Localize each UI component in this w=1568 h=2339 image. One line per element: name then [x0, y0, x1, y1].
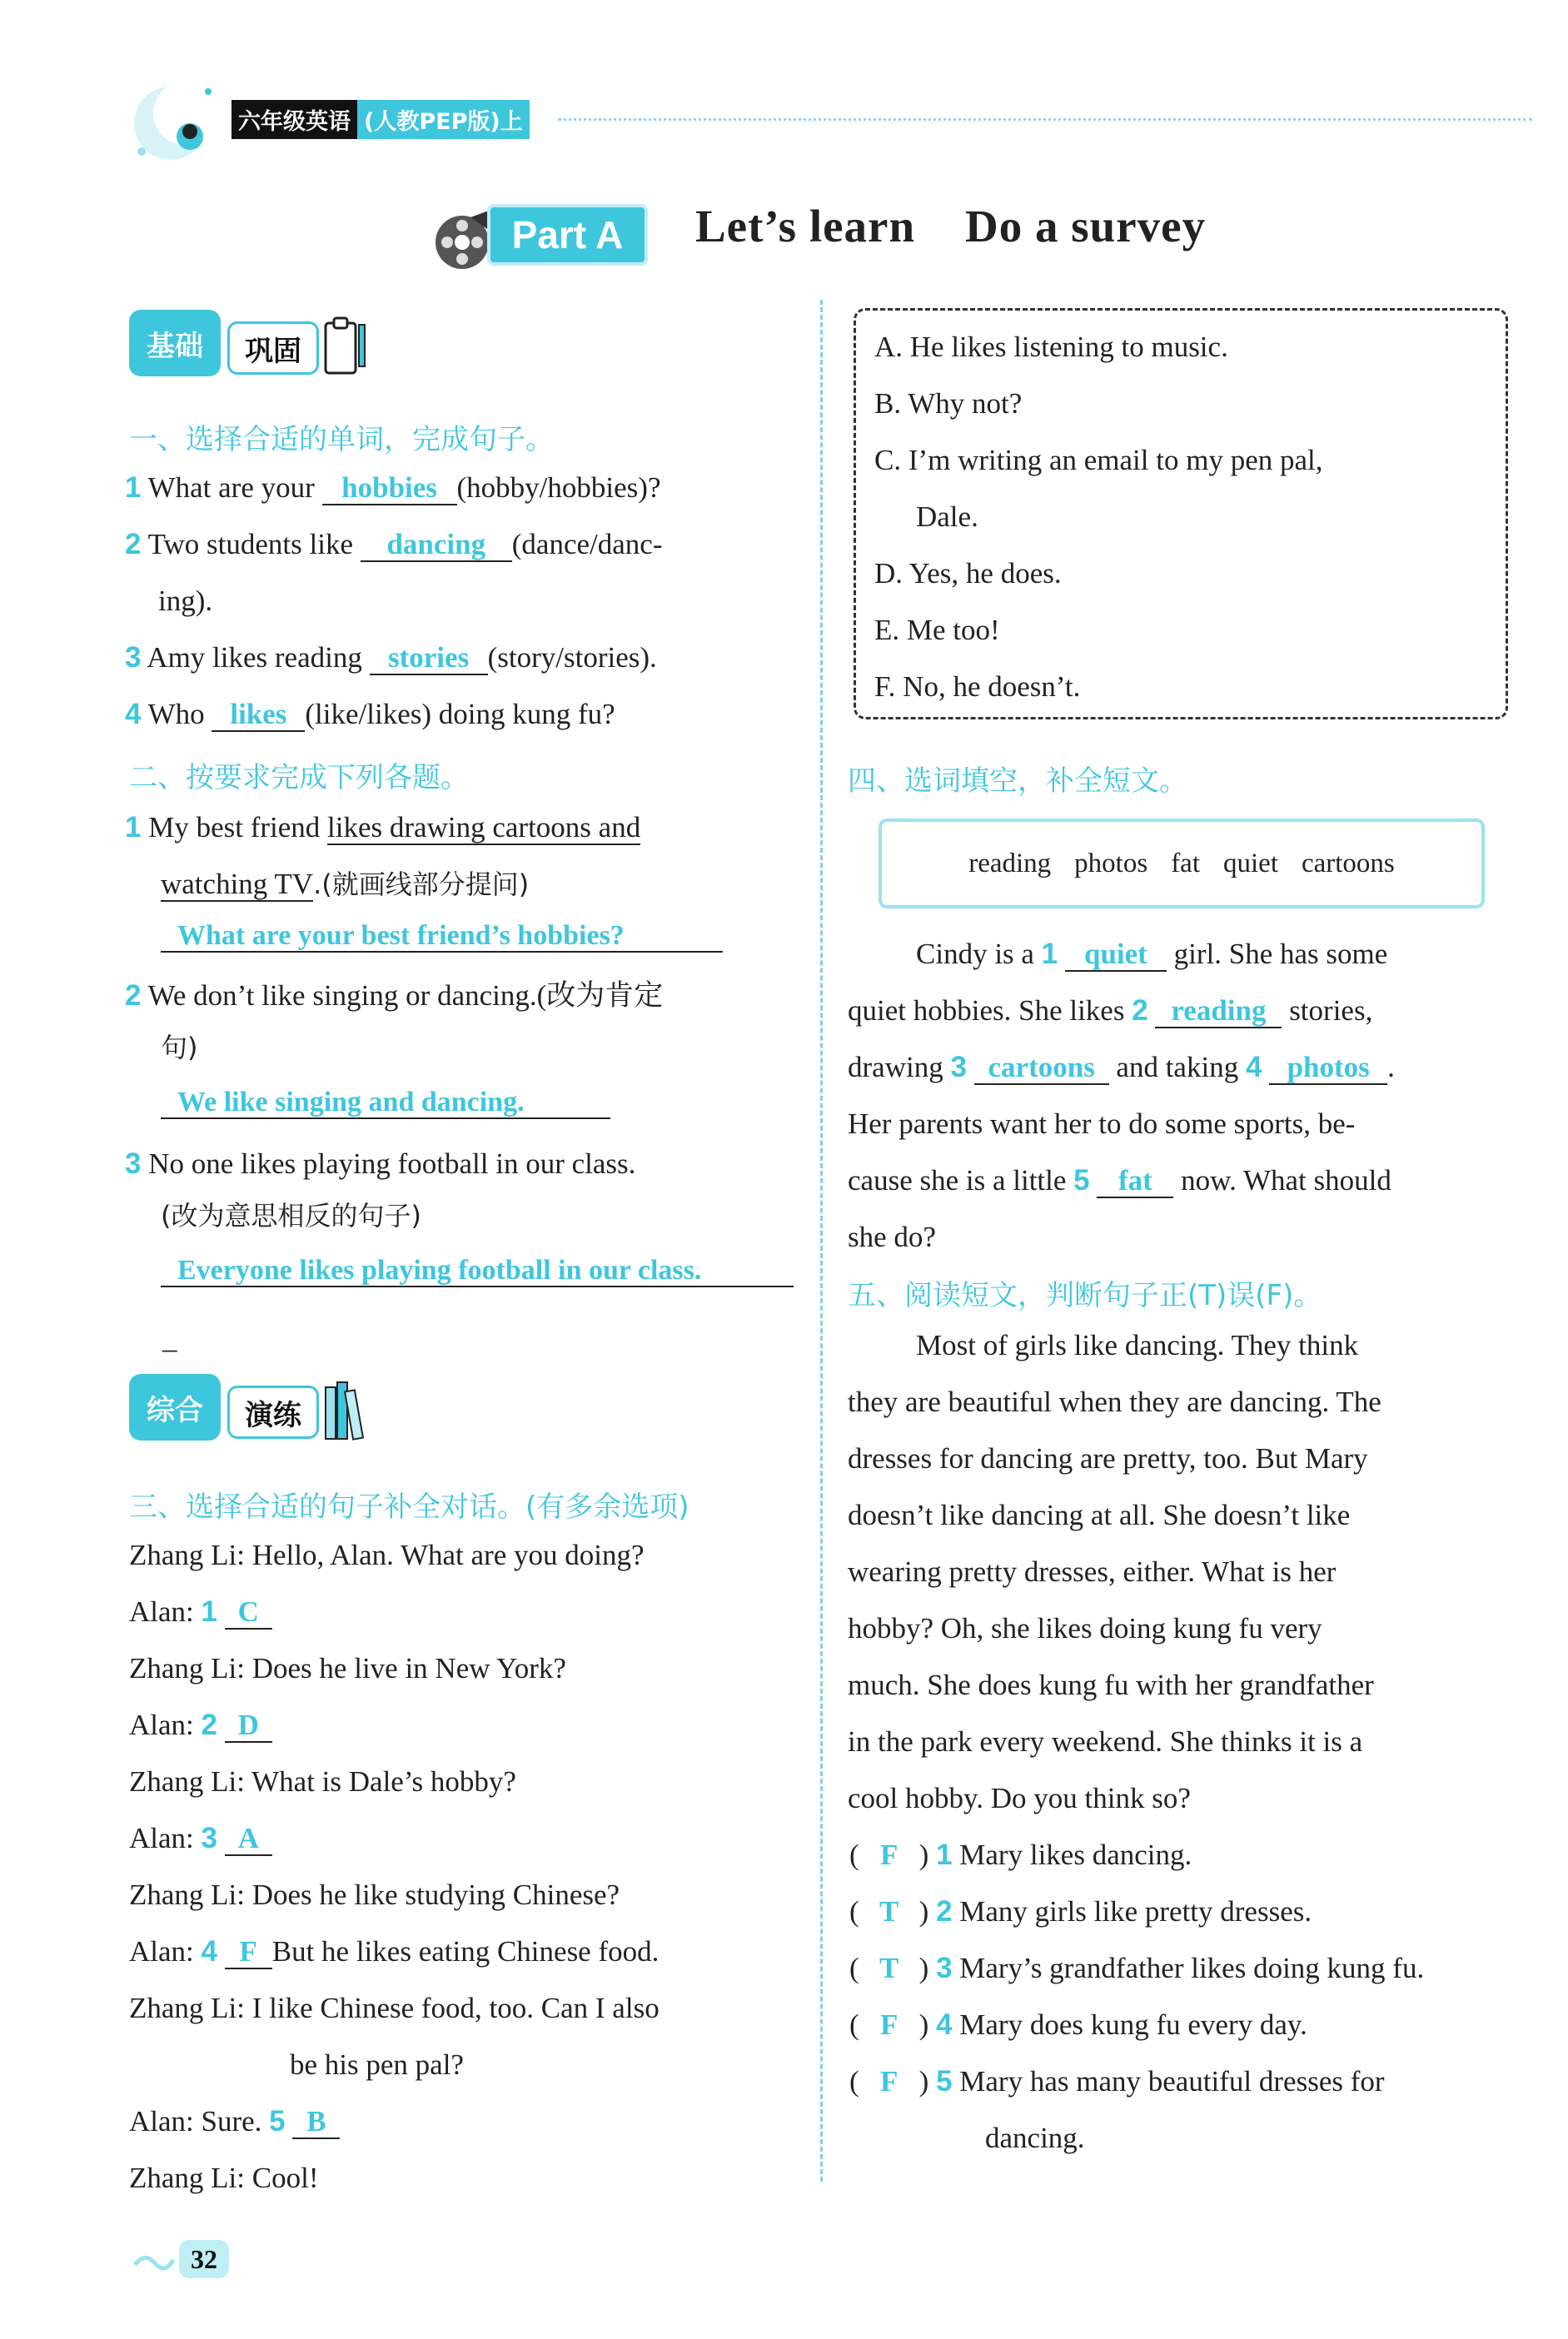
dialog-10-num: 5: [269, 2105, 286, 2137]
s2-item-1-instruction: .(就画线部分提问): [313, 868, 530, 900]
s1-item-2-pre: Two students like: [147, 528, 354, 560]
section1-heading: 一、选择合适的单词，完成句子。: [129, 423, 554, 456]
dialog-8-speaker: Alan:: [129, 1935, 194, 1968]
dialog-1-text: Hello, Alan. What are you doing?: [251, 1539, 645, 1571]
s2-item-3: [125, 1149, 635, 1178]
section5-heading: 五、阅读短文，判断句子正(T)误(F)。: [848, 1279, 1322, 1312]
s5-item-1-answer[interactable]: F: [879, 1839, 898, 1871]
s1-item-1-pre: What are your: [147, 471, 315, 504]
dialog-8-text: But he likes eating Chinese food.: [271, 1935, 660, 1968]
s2-item-1-num: 1: [125, 811, 142, 844]
s5-passage-3: dresses for dancing are pretty, too. But Mary: [848, 1442, 1368, 1475]
s2-item-1-underlined-2: watching TV: [161, 868, 314, 900]
dialog-10-answer[interactable]: B: [292, 2107, 340, 2139]
dialog-2-num: 1: [201, 1595, 217, 1628]
dialog-11-text: Cool!: [251, 2162, 319, 2194]
s2-item-1-underlined-1: likes drawing cartoons and: [327, 811, 641, 844]
s4-line-1: [916, 939, 1387, 972]
section3-heading: 三、选择合适的句子补全对话。(有多余选项): [129, 1490, 689, 1524]
word-reading: reading: [968, 848, 1052, 878]
option-d: D. Yes, he does.: [874, 557, 1062, 590]
s4-l3-post: .: [1387, 1051, 1395, 1083]
s5-passage-8: in the park every weekend. She thinks it is a: [848, 1725, 1363, 1758]
s2-item-2-line2: 句): [161, 1032, 198, 1063]
s5-item-1-text: Mary likes dancing.: [959, 1839, 1192, 1871]
s5-item-4: ( F ) 4 Mary does kung fu every day.: [849, 2008, 1307, 2041]
s1-item-2-cont: ing).: [158, 585, 213, 617]
book-title: [231, 102, 530, 137]
s4-l1-answer[interactable]: quiet: [1065, 939, 1167, 972]
title-lets-learn: Let’s learn: [695, 201, 916, 251]
s5-item-4-text: Mary does kung fu every day.: [959, 2008, 1307, 2041]
s5-item-2-answer[interactable]: T: [879, 1895, 899, 1928]
dialog-line-3: [129, 1654, 566, 1683]
dialog-6-answer[interactable]: A: [225, 1824, 272, 1856]
s5-item-1-num: 1: [936, 1839, 953, 1871]
s1-item-3-pre: Amy likes reading: [147, 641, 362, 674]
s1-item-3-answer[interactable]: stories: [370, 643, 488, 675]
badge-basic-right: 巩固: [227, 321, 319, 375]
s5-passage-5: wearing pretty dresses, either. What is her: [848, 1555, 1337, 1588]
s5-item-5-answer[interactable]: F: [879, 2065, 898, 2098]
s5-item-4-num: 4: [936, 2008, 953, 2041]
s5-item-5: ( F ) 5 Mary has many beautiful dresses for: [849, 2065, 1385, 2098]
dialog-10-pre: Sure.: [201, 2105, 262, 2137]
s1-item-4: [125, 699, 615, 732]
s1-item-2-answer[interactable]: dancing: [361, 530, 512, 562]
badge-basic-left: 基础: [129, 310, 221, 376]
s4-l1-pre: Cindy is a: [916, 938, 1034, 970]
dialog-11-speaker: Zhang Li:: [129, 2162, 245, 2194]
dialog-7-text: Does he like studying Chinese?: [251, 1879, 620, 1911]
option-c: [874, 445, 1482, 475]
s5-item-4-answer[interactable]: F: [879, 2008, 898, 2041]
s4-l3-answer2[interactable]: photos: [1269, 1053, 1387, 1085]
s4-line-6: she do?: [848, 1221, 936, 1253]
s4-l2-post: stories,: [1289, 994, 1373, 1027]
dialog-8-num: 4: [201, 1935, 217, 1968]
s1-item-1-post: (hobby/hobbies)?: [456, 471, 661, 504]
options-box: [854, 308, 1508, 719]
s1-item-3-num: 3: [125, 641, 142, 674]
option-e: E. Me too!: [874, 614, 1000, 646]
word-bank: [879, 819, 1485, 908]
s1-item-1-answer[interactable]: hobbies: [322, 473, 457, 505]
dialog-line-7: [129, 1880, 620, 1909]
s1-item-4-answer[interactable]: likes: [212, 699, 305, 732]
dialog-6-num: 3: [201, 1822, 217, 1854]
s4-line-2: [848, 996, 1372, 1028]
s2-item-1-pre: My best friend: [148, 811, 321, 844]
dialog-line-9: [129, 1993, 660, 2023]
s4-l5-post: now. What should: [1181, 1164, 1391, 1197]
s2-item-2-text: We don’t like singing or dancing.(改为肯定: [147, 979, 664, 1012]
dialog-5-text: What is Dale’s hobby?: [251, 1765, 516, 1798]
s4-l5-pre: cause she is a little: [848, 1164, 1067, 1197]
s4-l3-pre: drawing: [848, 1051, 943, 1083]
s4-l5-answer[interactable]: fat: [1097, 1166, 1173, 1198]
s4-l2-num: 2: [1132, 994, 1148, 1027]
option-c-cont: Dale.: [916, 500, 978, 533]
s5-passage-4: doesn’t like dancing at all. She doesn’t like: [848, 1499, 1351, 1531]
s1-item-2: [125, 530, 662, 562]
part-banner: [429, 196, 645, 272]
dialog-1-speaker: Zhang Li:: [129, 1539, 245, 1571]
s2-item-1-answer[interactable]: What are your best friend’s hobbies?: [161, 921, 723, 953]
s5-item-5-text: Mary has many beautiful dresses for: [959, 2065, 1385, 2098]
s1-item-2-post: (dance/danc-: [511, 528, 663, 560]
word-quiet: quiet: [1223, 848, 1278, 878]
option-f: F. No, he doesn’t.: [874, 670, 1081, 703]
page-title: [695, 200, 1206, 252]
dialog-3-text: Does he live in New York?: [251, 1652, 566, 1685]
s1-item-4-num: 4: [125, 698, 142, 730]
s1-item-4-post: (like/likes) doing kung fu?: [305, 698, 615, 730]
s4-l3-num: 3: [950, 1051, 967, 1083]
s1-item-1-num: 1: [125, 471, 142, 504]
s4-l1-post: girl. She has some: [1173, 938, 1388, 970]
s5-passage-2: they are beautiful when they are dancing. The: [848, 1386, 1381, 1418]
dialog-line-10: [129, 2107, 340, 2139]
section4-heading: 四、选词填空，补全短文。: [848, 764, 1187, 798]
s4-l3-mid: and taking: [1116, 1051, 1239, 1083]
s1-item-2-num: 2: [125, 528, 142, 560]
dialog-line-6: [129, 1824, 272, 1856]
s2-item-2-answer[interactable]: We like singing and dancing.: [161, 1087, 610, 1119]
s2-item-2-num: 2: [125, 979, 142, 1012]
dialog-10-speaker: Alan:: [129, 2105, 194, 2137]
s2-item-3-text: No one likes playing football in our class.: [148, 1147, 636, 1180]
dialog-4-num: 2: [201, 1709, 217, 1741]
s5-item-3: ( T ) 3 Mary’s grandfather likes doing kung fu.: [849, 1952, 1425, 1984]
s1-item-3-post: (story/stories).: [487, 641, 657, 674]
section2-heading: 二、按要求完成下列各题。: [129, 761, 469, 794]
s5-passage-6: hobby? Oh, she likes doing kung fu very: [848, 1612, 1322, 1645]
s2-item-3-extra-mark: _: [162, 1322, 177, 1355]
s5-item-2-num: 2: [936, 1895, 953, 1928]
books-icon: [322, 1379, 369, 1442]
s5-item-3-text: Mary’s grandfather likes doing kung fu.: [959, 1952, 1425, 1984]
moon-mascot-icon: [125, 75, 225, 167]
s4-l2-pre: quiet hobbies. She likes: [848, 994, 1125, 1027]
s1-item-1: [125, 473, 660, 505]
word-photos: photos: [1074, 848, 1148, 878]
dialog-6-speaker: Alan:: [129, 1822, 194, 1854]
s2-item-1: [125, 813, 640, 842]
s1-item-4-pre: Who: [147, 698, 205, 730]
wave-decoration-icon: [133, 2240, 175, 2278]
s4-line-4: Her parents want her to do some sports, be-: [848, 1107, 1356, 1140]
s4-l5-num: 5: [1073, 1164, 1090, 1197]
page-header: [125, 75, 1532, 167]
s4-line-3: [848, 1053, 1395, 1085]
dialog-4-speaker: Alan:: [129, 1709, 194, 1741]
s5-item-5-num: 5: [936, 2065, 953, 2098]
dialog-4-answer[interactable]: D: [225, 1710, 272, 1743]
s5-item-2: ( T ) 2 Many girls like pretty dresses.: [849, 1895, 1312, 1928]
dialog-7-speaker: Zhang Li:: [129, 1879, 245, 1911]
word-fat: fat: [1171, 848, 1200, 878]
dialog-9-speaker: Zhang Li:: [129, 1992, 245, 2024]
badge-comp-left: 综合: [129, 1374, 221, 1441]
header-dotted-rule: [558, 118, 1532, 121]
dialog-line-1: [129, 1540, 645, 1570]
option-c-text: C. I’m writing an email to my pen pal,: [874, 444, 1323, 476]
title-survey: Do a survey: [965, 201, 1207, 251]
s5-item-3-answer[interactable]: T: [879, 1952, 899, 1984]
dialog-3-speaker: Zhang Li:: [129, 1652, 245, 1685]
s4-l3-answer[interactable]: cartoons: [974, 1053, 1109, 1085]
s2-item-3-answer[interactable]: Everyone likes playing football in our class.: [161, 1256, 794, 1287]
s5-passage-9: cool hobby. Do you think so?: [848, 1782, 1191, 1814]
s1-item-3: [125, 643, 657, 675]
s2-item-3-num: 3: [125, 1147, 142, 1180]
page-number: 32: [179, 2240, 229, 2278]
dialog-line-9-cont: be his pen pal?: [290, 2048, 464, 2081]
s5-item-2-text: Many girls like pretty dresses.: [959, 1895, 1312, 1928]
dialog-2-answer[interactable]: C: [225, 1597, 272, 1630]
book-edition: (人教PEP版)上: [357, 100, 530, 139]
s4-l2-answer[interactable]: reading: [1155, 996, 1282, 1028]
s4-l1-num: 1: [1041, 938, 1058, 970]
option-a: A. He likes listening to music.: [874, 331, 1228, 363]
s5-item-3-num: 3: [936, 1952, 953, 1984]
badge-comp-right: 演练: [227, 1386, 319, 1439]
dialog-line-8: [129, 1937, 659, 1969]
dialog-9-text: I like Chinese food, too. Can I also: [251, 1992, 660, 2024]
dialog-line-11: [129, 2163, 318, 2192]
dialog-5-speaker: Zhang Li:: [129, 1765, 245, 1798]
dialog-2-speaker: Alan:: [129, 1595, 194, 1628]
s5-passage-1: Most of girls like dancing. They think: [916, 1329, 1359, 1361]
s4-line-5: [848, 1166, 1391, 1198]
s5-passage-7: much. She does kung fu with her grandfather: [848, 1669, 1374, 1701]
s5-item-1: ( F ) 1 Mary likes dancing.: [849, 1839, 1192, 1871]
option-b: B. Why not?: [874, 387, 1023, 420]
dialog-line-5: [129, 1767, 516, 1796]
s2-item-2: [125, 981, 663, 1010]
s4-l3-num2: 4: [1245, 1051, 1262, 1083]
dialog-8-answer[interactable]: F: [225, 1937, 272, 1969]
s5-item-5-cont: dancing.: [985, 2122, 1085, 2154]
dialog-line-4: [129, 1710, 272, 1743]
word-cartoons: cartoons: [1301, 848, 1395, 878]
dialog-line-2: [129, 1597, 272, 1630]
part-label: Part A: [487, 204, 648, 266]
book-name: 六年级英语: [231, 100, 357, 139]
column-divider: [820, 300, 823, 2182]
s2-item-3-line2: (改为意思相反的句子): [161, 1200, 421, 1232]
s2-item-1-line2: [161, 869, 529, 898]
clipboard-icon: [322, 315, 369, 378]
